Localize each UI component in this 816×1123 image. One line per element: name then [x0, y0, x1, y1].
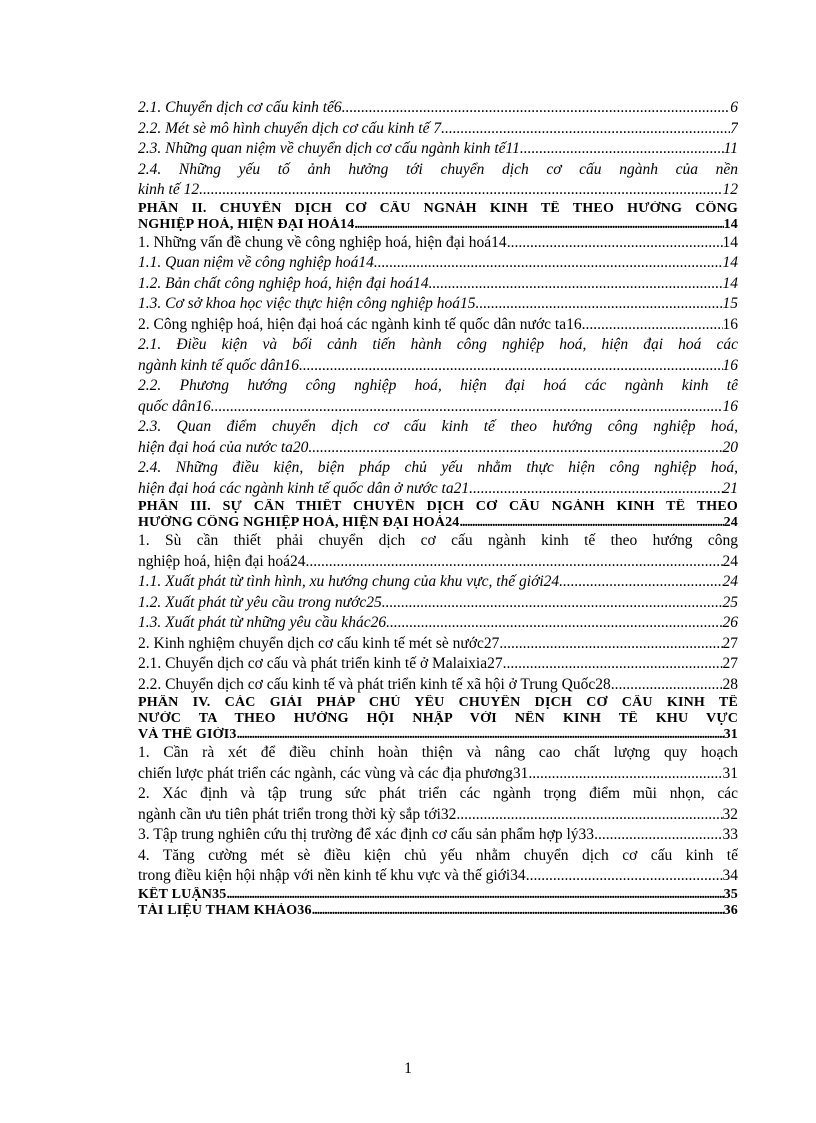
toc-page-number: 24: [722, 573, 738, 590]
toc-page-number: 11: [723, 140, 738, 157]
toc-entry[interactable]: [138, 119, 738, 140]
toc-entry-text: 2.1. Điều kiện và bối cảnh tiến hành công nghiệp hoá, hiện đại hoá các: [138, 336, 738, 353]
toc-entry[interactable]: [138, 98, 738, 119]
dot-leader: [507, 233, 723, 254]
toc-page-number: 26: [722, 614, 738, 631]
toc-entry[interactable]: [138, 531, 738, 572]
dot-leader: [308, 438, 722, 459]
toc-entry[interactable]: [138, 613, 738, 634]
dot-leader: [429, 274, 723, 295]
toc-page-number: 14: [722, 233, 738, 251]
toc-entry[interactable]: [138, 294, 738, 315]
dot-leader: [469, 479, 722, 500]
toc-entry[interactable]: [138, 201, 738, 233]
toc-entry-text: 1. Cần rà xét để điều chỉnh hoàn thiện và nâng cao chất lượng quy hoạch: [138, 744, 738, 761]
toc-entry-text: PHẦN IV. CÁC GIẢI PHÁP CHỦ YẾU CHUYỂN DỊCH CƠ CẤU KINH TẾ: [138, 695, 738, 710]
toc-entry[interactable]: [138, 160, 738, 201]
toc-entry-text: 2. Công nghiệp hoá, hiện đại hoá các ngành kinh tế quốc dân nước ta16: [138, 315, 582, 333]
toc-entry[interactable]: [138, 335, 738, 376]
toc-page-number: 34: [722, 867, 738, 884]
toc-page-number: 31: [723, 727, 738, 742]
toc-entry[interactable]: [138, 743, 738, 784]
dot-leader: [441, 119, 730, 140]
toc-entry-text: 2.4. Những yếu tố ảnh hưởng tới chuyển dịch cơ cấu ngành của nền: [138, 160, 738, 178]
toc-page-number: 32: [722, 805, 738, 823]
toc-entry-text: 2.1. Chuyển dịch cơ cấu và phát triển kinh tế ở Malaixia27: [138, 655, 503, 672]
toc-entry-text: 1.2. Xuất phát từ yêu cầu trong nước25: [138, 593, 382, 611]
toc-entry[interactable]: [138, 417, 738, 458]
toc-page-number: 24: [723, 515, 738, 530]
toc-page-number: 16: [722, 356, 738, 374]
toc-entry-text: 1.1. Quan niệm về công nghiệp hoá14: [138, 254, 374, 271]
toc-entry-text: PHẦN III. SỰ CẦN THIẾT CHUYỂN DỊCH CƠ CẤU NGÀNH KINH TẾ THEO: [138, 499, 738, 514]
toc-page-number: 20: [722, 438, 738, 456]
toc-entry[interactable]: [138, 499, 738, 531]
dot-leader: [374, 253, 723, 274]
toc-entry-text: 2.4. Những điều kiện, biện pháp chủ yếu nhằm thực hiện công nghiệp hoá,: [138, 459, 738, 476]
dot-leader: [299, 356, 722, 377]
toc-entry-text: PHẦN II. CHUYỂN DỊCH CƠ CẤU NGNÀH KINH TẾ THEO HƯỚNG CÔNG: [138, 200, 738, 216]
dot-leader: [520, 139, 724, 160]
toc-entry-text: TÀI LIỆU THAM KHẢO36: [138, 902, 312, 918]
toc-page-number: 36: [723, 902, 738, 918]
toc-page-number: 24: [722, 552, 738, 570]
toc-entry[interactable]: [138, 593, 738, 614]
toc-entry-text: 4. Tăng cường mét sè điều kiện chủ yếu nhằm chuyển dịch cơ cấu kinh tế: [138, 846, 738, 864]
dot-leader: [503, 654, 723, 675]
toc-entry-text: hiện đại hoá các ngành kinh tế quốc dân ở nước ta21: [138, 479, 470, 497]
toc-entry-text: chiến lược phát triển các ngành, các vùng và các địa phương31: [138, 764, 529, 782]
toc-entry-text: quốc dân16: [138, 397, 211, 415]
toc-entry[interactable]: [138, 315, 738, 336]
toc-page-number: 25: [722, 593, 738, 611]
toc-entry-text: 1. Sù cần thiết phải chuyển dịch cơ cấu ngành kinh tế theo hướng công: [138, 532, 738, 549]
toc-entry-text: 1.3. Cơ sở khoa học việc thực hiện công nghiệp hoá15: [138, 295, 476, 312]
toc-page-number: 14: [722, 254, 738, 271]
toc-entry[interactable]: [138, 572, 738, 593]
dot-leader: [582, 315, 723, 336]
toc-entry[interactable]: [138, 695, 738, 743]
toc-page-number: 21: [722, 479, 738, 497]
toc-page-number: 12: [722, 181, 738, 198]
toc-entry-text: NƯỚC TA THEO HƯỚNG HỘI NHẬP VỚI NỀN KINH TẾ KHU VỰC: [138, 711, 738, 726]
toc-entry-text: trong điều kiện hội nhập với nền kinh tế khu vực và thế giới34: [138, 867, 526, 884]
toc-page-number: 16: [722, 315, 738, 333]
toc-page-number: 14: [723, 216, 738, 232]
toc-entry-text: kinh tế 12: [138, 181, 200, 198]
toc-entry-text: 2.2. Phương hướng công nghiệp hoá, hiện đại hoá các ngành kinh tế: [138, 377, 738, 394]
toc-page-number: 14: [722, 274, 738, 292]
toc-page-number: 31: [722, 764, 738, 782]
table-of-contents: [138, 98, 738, 919]
dot-leader: [476, 294, 723, 315]
dot-leader: [237, 727, 724, 743]
toc-entry-text: 2.3. Những quan niệm về chuyển dịch cơ cấu ngành kinh tế11: [138, 140, 520, 157]
toc-entry[interactable]: [138, 274, 738, 295]
dot-leader: [199, 180, 722, 201]
toc-entry-text: HƯỚNG CÔNG NGHIỆP HOÁ, HIỆN ĐẠI HOÁ24: [138, 515, 460, 530]
toc-entry[interactable]: [138, 634, 738, 655]
dot-leader: [342, 98, 731, 119]
page-number: 1: [404, 1060, 412, 1077]
dot-leader: [386, 613, 722, 634]
toc-entry-text: 2.2. Mét sè mô hình chuyển dịch cơ cấu kinh tế 7: [138, 119, 442, 137]
dot-leader: [559, 572, 722, 593]
toc-entry-text: 1.3. Xuất phát từ những yêu cầu khác26: [138, 614, 387, 631]
toc-entry-text: ngành kinh tế quốc dân16: [138, 356, 300, 374]
toc-entry[interactable]: [138, 233, 738, 254]
toc-entry[interactable]: [138, 784, 738, 825]
dot-leader: [211, 397, 723, 418]
toc-page-number: 7: [730, 119, 738, 137]
dot-leader: [594, 825, 722, 846]
toc-page-number: 6: [730, 99, 738, 116]
toc-entry[interactable]: [138, 139, 738, 160]
toc-entry-text: hiện đại hoá của nước ta20: [138, 438, 309, 456]
dot-leader: [312, 903, 724, 919]
toc-entry-text: 2. Kinh nghiệm chuyển dịch cơ cấu kinh tế mét sè nước27: [138, 634, 500, 652]
toc-entry-text: nghiệp hoá, hiện đại hoá24: [138, 552, 306, 570]
toc-entry[interactable]: [138, 675, 738, 696]
toc-page-number: 27: [722, 634, 738, 652]
toc-entry-text: 2.3. Quan điểm chuyển dịch cơ cấu kinh tế theo hướng công nghiệp hoá,: [138, 418, 738, 435]
toc-entry-text: 1.2. Bản chất công nghiệp hoá, hiện đại hoá14: [138, 274, 429, 292]
toc-entry[interactable]: [138, 376, 738, 417]
toc-entry[interactable]: [138, 903, 738, 919]
toc-entry[interactable]: [138, 887, 738, 903]
dot-leader: [382, 593, 723, 614]
dot-leader: [611, 675, 723, 696]
dot-leader: [499, 634, 722, 655]
toc-page-number: 33: [722, 826, 738, 843]
toc-entry-text: KẾT LUẬN35: [138, 886, 227, 902]
toc-entry[interactable]: [138, 654, 738, 675]
dot-leader: [528, 764, 722, 785]
toc-entry-text: ngành cần ưu tiên phát triển trong thời kỳ sắp tới32: [138, 805, 457, 823]
toc-entry-text: 2.1. Chuyển dịch cơ cấu kinh tế6: [138, 99, 342, 116]
toc-entry-text: 1.1. Xuất phát từ tình hình, xu hướng chung của khu vực, thế giới24: [138, 573, 560, 590]
toc-page-number: 15: [722, 295, 738, 312]
toc-entry-text: VÀ THẾ GIỚI3: [138, 727, 237, 742]
dot-leader: [456, 805, 722, 826]
toc-entry[interactable]: [138, 458, 738, 499]
toc-entry-text: 2.2. Chuyển dịch cơ cấu kinh tế và phát triển kinh tế xã hội ở Trung Quốc28: [138, 675, 611, 693]
dot-leader: [305, 552, 722, 573]
toc-entry[interactable]: [138, 846, 738, 887]
dot-leader: [226, 887, 723, 903]
toc-page-number: 27: [722, 655, 738, 672]
toc-entry[interactable]: [138, 825, 738, 846]
toc-entry-text: 3. Tập trung nghiên cứu thị trường để xác định cơ cấu sản phẩm hợp lý33: [138, 826, 595, 843]
toc-page-number: 35: [723, 886, 738, 902]
dot-leader: [526, 866, 723, 887]
dot-leader: [354, 217, 723, 233]
toc-entry[interactable]: [138, 253, 738, 274]
dot-leader: [460, 515, 724, 531]
toc-entry-text: NGHIỆP HOÁ, HIỆN ĐẠI HOÁ14: [138, 216, 355, 232]
toc-page-number: 16: [722, 397, 738, 415]
toc-page-number: 28: [722, 675, 738, 693]
toc-entry-text: 1. Những vấn đề chung về công nghiệp hoá, hiện đại hoá14: [138, 233, 507, 251]
toc-entry-text: 2. Xác định và tập trung sức phát triển các ngành trọng điểm mũi nhọn, các: [138, 785, 738, 802]
